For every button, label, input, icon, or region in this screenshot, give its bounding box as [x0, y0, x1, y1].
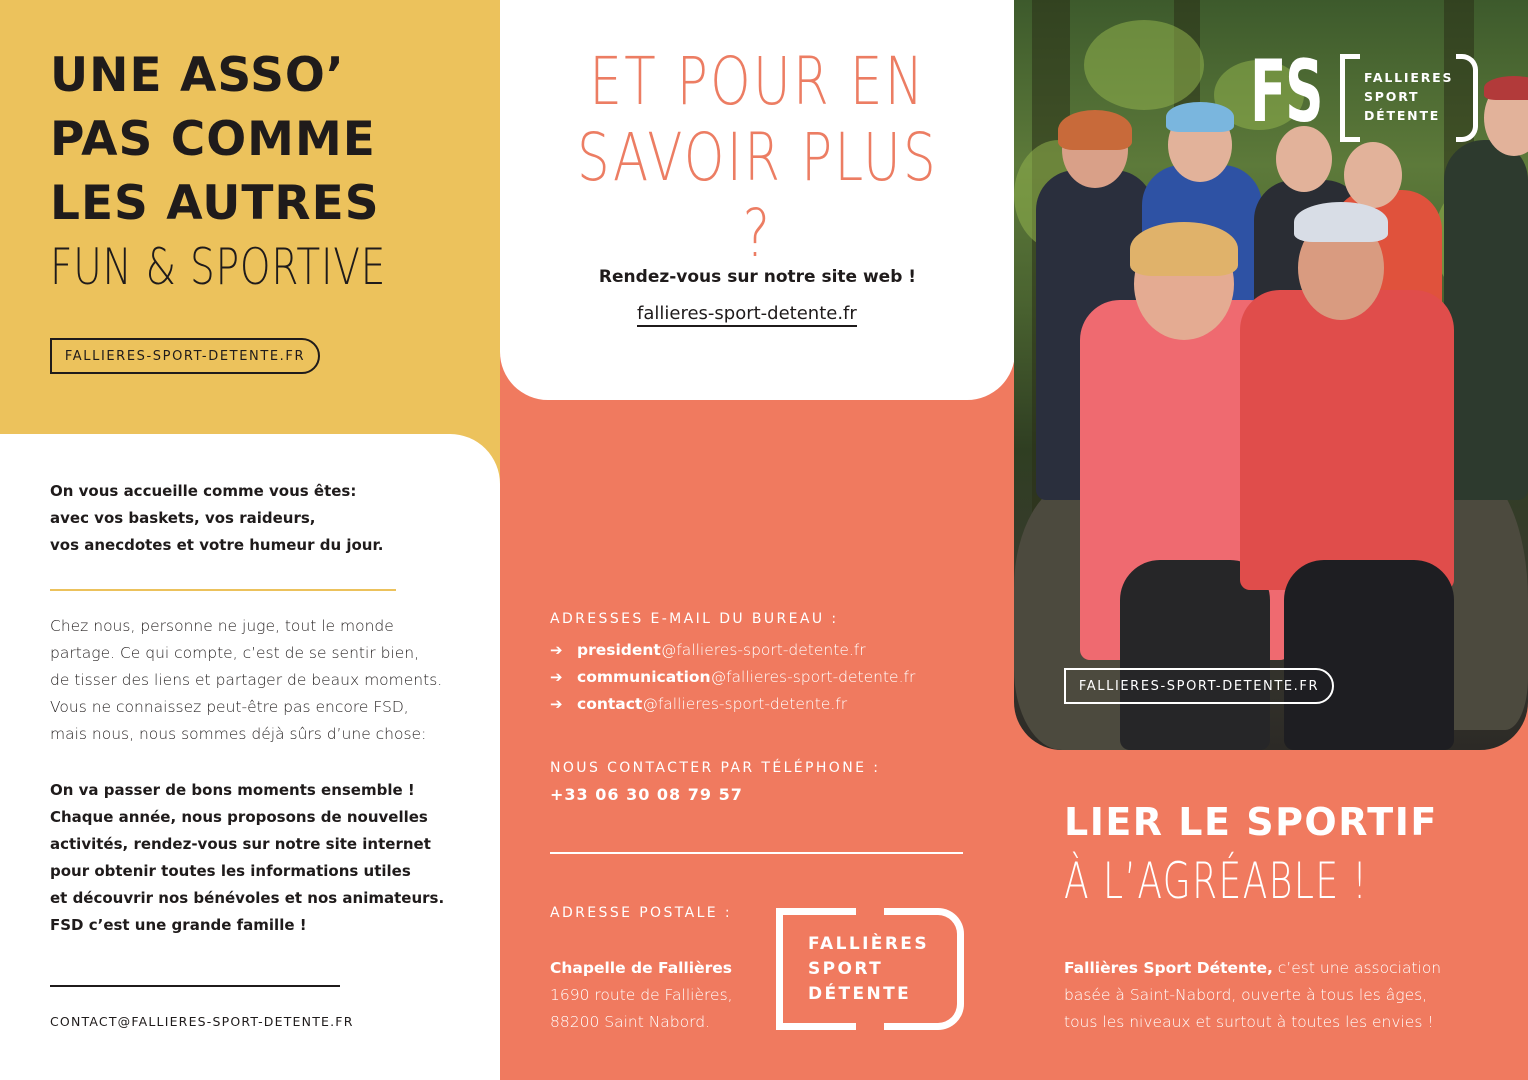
- subheadline: FUN & SPORTIVE: [50, 238, 387, 296]
- paragraph-line: [1064, 955, 1441, 982]
- paragraph-line: mais nous, nous sommes déjà sûrs d’une chose:: [50, 725, 427, 743]
- email-item-communication[interactable]: [550, 663, 915, 690]
- right-headline: LIER LE SPORTIF: [1064, 800, 1438, 844]
- email-item-contact[interactable]: [550, 690, 915, 717]
- fsd-logo-text: [808, 932, 929, 1007]
- hiker-head: [1344, 142, 1402, 208]
- email-domain: @fallieres-sport-detente.fr: [660, 640, 866, 659]
- arrow-right-icon: ➔: [550, 640, 563, 659]
- body-paragraph: [50, 613, 442, 748]
- email-name: communication: [577, 667, 711, 686]
- hiker-legs: [1284, 560, 1454, 750]
- hiker-hair: [1058, 110, 1132, 150]
- paragraph-line: Vous ne connaissez peut-être pas encore FSD,: [50, 698, 409, 716]
- address-street: 1690 route de Fallières,: [550, 986, 733, 1004]
- paragraph-line: Chez nous, personne ne juge, tout le monde: [50, 617, 394, 635]
- postal-title: ADRESSE POSTALE :: [550, 905, 733, 921]
- hiker-cap: [1294, 202, 1388, 242]
- hiker-cap: [1484, 76, 1528, 100]
- logo-word: DÉTENTE: [808, 984, 912, 1004]
- headline-line-2: PAS COMME: [50, 112, 376, 167]
- paragraph-line: partage. Ce qui compte, c’est de se sentir bien,: [50, 644, 420, 662]
- website-lead: Rendez-vous sur notre site web !: [598, 267, 917, 287]
- email-domain: @fallieres-sport-detente.fr: [642, 694, 848, 713]
- paragraph-line: Chaque année, nous proposons de nouvelles: [50, 808, 428, 826]
- arrow-right-icon: ➔: [550, 667, 563, 686]
- title-line: ET POUR EN: [589, 43, 926, 120]
- intro-text: [50, 478, 383, 559]
- photo-foliage: [1084, 20, 1204, 110]
- logo-word: DÉTENTE: [1364, 108, 1441, 123]
- hiker-front: [1240, 290, 1454, 590]
- headline-line-3: LES AUTRES: [50, 176, 380, 231]
- organization-name: Fallières Sport Détente,: [1064, 959, 1273, 977]
- bold-paragraph: [50, 777, 444, 939]
- email-name: president: [577, 640, 661, 659]
- divider: [50, 985, 340, 987]
- hiker-cap: [1166, 102, 1234, 132]
- contact-email-link[interactable]: CONTACT@FALLIERES-SPORT-DETENTE.FR: [50, 1014, 354, 1029]
- address-place: Chapelle de Fallières: [550, 959, 732, 977]
- divider: [550, 852, 963, 854]
- divider: [50, 589, 396, 591]
- intro-line: vos anecdotes et votre humeur du jour.: [50, 536, 384, 554]
- fsd-logo-text: [1364, 68, 1453, 125]
- logo-word: FALLIÈRES: [808, 934, 929, 954]
- email-name: contact: [577, 694, 643, 713]
- email-item-president[interactable]: [550, 636, 915, 663]
- logo-bracket-right: [1456, 54, 1478, 142]
- paragraph-line: activités, rendez-vous sur notre site internet: [50, 835, 431, 853]
- main-headline: [50, 44, 380, 236]
- right-paragraph: [1064, 955, 1441, 1036]
- right-script-subheadline: À L’AGRÉABLE !: [1064, 852, 1369, 910]
- emails-title: ADRESSES E-MAIL DU BUREAU :: [550, 611, 839, 627]
- website-url-link[interactable]: fallieres-sport-detente.fr: [637, 303, 857, 327]
- address-city: 88200 Saint Nabord.: [550, 1013, 710, 1031]
- fsd-logo-letters: FS: [1250, 42, 1323, 142]
- logo-bracket-left: [1340, 54, 1360, 142]
- paragraph-line: FSD c’est une grande famille !: [50, 916, 307, 934]
- paragraph-line: de tisser des liens et partager de beaux moments.: [50, 671, 443, 689]
- arrow-right-icon: ➔: [550, 694, 563, 713]
- title-line: SAVOIR PLUS ?: [577, 119, 938, 272]
- hiker-hair: [1130, 222, 1238, 276]
- paragraph-line: et découvrir nos bénévoles et nos animateurs.: [50, 889, 445, 907]
- middle-title: [500, 44, 1015, 272]
- hiker: [1444, 140, 1528, 500]
- email-domain: @fallieres-sport-detente.fr: [710, 667, 916, 686]
- website-pill-link[interactable]: FALLIERES-SPORT-DETENTE.FR: [50, 338, 320, 374]
- logo-word: SPORT: [1364, 89, 1420, 104]
- paragraph-line: basée à Saint-Nabord, ouverte à tous les âges,: [1064, 986, 1428, 1004]
- paragraph-text: c’est une association: [1272, 959, 1442, 977]
- headline-line-1: UNE ASSO’: [50, 48, 345, 103]
- website-pill-link[interactable]: FALLIERES-SPORT-DETENTE.FR: [1064, 668, 1334, 704]
- paragraph-line: On va passer de bons moments ensemble !: [50, 781, 415, 799]
- intro-line: avec vos baskets, vos raideurs,: [50, 509, 316, 527]
- email-list: [550, 636, 915, 717]
- paragraph-line: pour obtenir toutes les informations utiles: [50, 862, 411, 880]
- phone-title: NOUS CONTACTER PAR TÉLÉPHONE :: [550, 760, 881, 776]
- paragraph-line: tous les niveaux et surtout à toutes les envies !: [1064, 1013, 1434, 1031]
- logo-word: FALLIERES: [1364, 70, 1454, 85]
- logo-word: SPORT: [808, 959, 884, 979]
- phone-number[interactable]: +33 06 30 08 79 57: [550, 785, 743, 804]
- postal-address: [550, 955, 733, 1036]
- intro-line: On vous accueille comme vous êtes:: [50, 482, 357, 500]
